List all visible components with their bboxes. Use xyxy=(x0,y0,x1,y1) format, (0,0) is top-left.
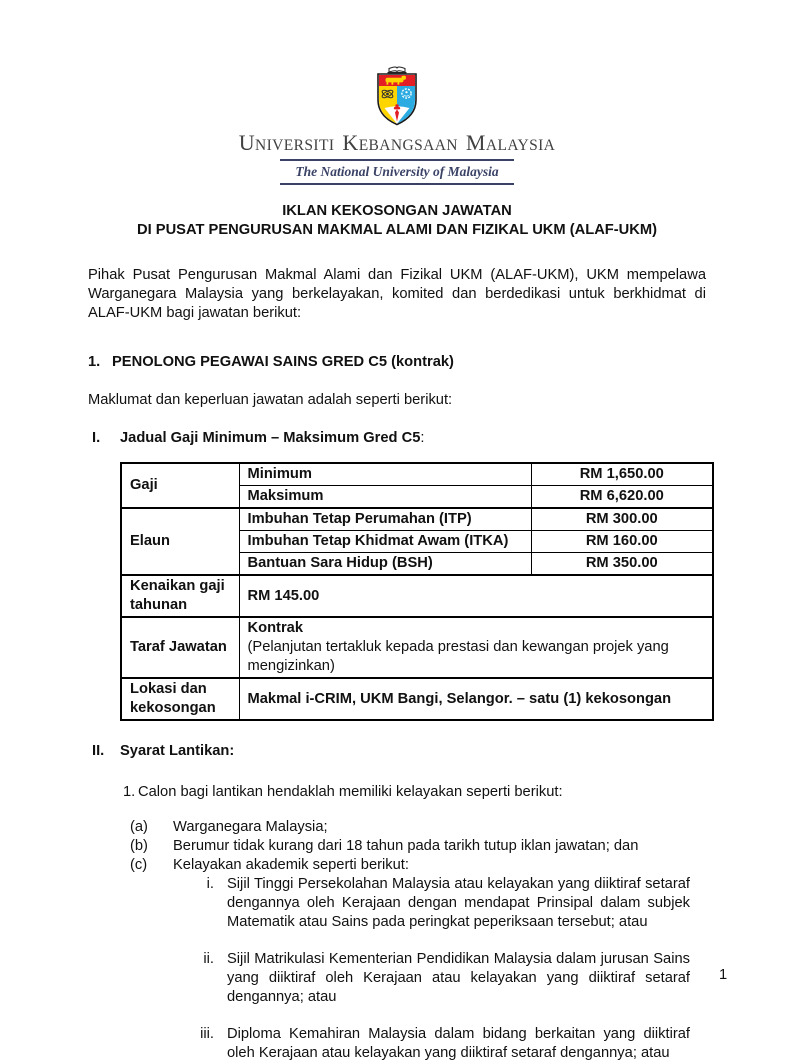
university-tagline: The National University of Malaysia xyxy=(295,164,499,179)
section-i-heading xyxy=(88,429,706,448)
criteria-list xyxy=(88,818,706,875)
job-heading-title: PENOLONG PEGAWAI SAINS GRED C5 (kontrak) xyxy=(112,354,454,370)
section-ii-numeral: II. xyxy=(92,743,105,759)
job-heading-number: 1. xyxy=(88,354,101,370)
list-item-text: Diploma Kemahiran Malaysia dalam bidang berkaitan yang diiktiraf oleh Kerajaan atau kelayakan yang diiktiraf setaraf dengannya; atau xyxy=(227,1026,690,1061)
list-item xyxy=(130,818,706,837)
cell-amount: RM 160.00 xyxy=(531,531,713,553)
list-item xyxy=(184,875,706,932)
list-item-text: Kelayakan akademik seperti berikut: xyxy=(173,857,409,873)
list-item-label: i. xyxy=(206,876,214,892)
list-item-text: Sijil Matrikulasi Kementerian Pendidikan Malaysia dalam jurusan Sains yang diiktiraf oleh Kerajaan atau kelayakan yang diiktiraf setaraf dengannya; atau xyxy=(227,951,690,1005)
cell-value: RM 145.00 xyxy=(239,575,713,617)
wordmark-word: MALAYSIA xyxy=(465,130,556,155)
row-label-elaun: Elaun xyxy=(121,508,239,575)
table-row xyxy=(121,575,713,617)
row-label-gaji: Gaji xyxy=(121,463,239,508)
list-item xyxy=(130,837,706,856)
document-title-line1: IKLAN KEKOSONGAN JAWATAN xyxy=(282,203,512,219)
academic-list xyxy=(88,875,706,1063)
ukm-logo xyxy=(0,0,794,185)
table-row xyxy=(121,678,713,720)
list-item xyxy=(184,1025,706,1063)
row-label-lokasi: Lokasi dan kekosongan xyxy=(121,678,239,720)
row-label-kenaikan: Kenaikan gaji tahunan xyxy=(121,575,239,617)
wordmark-word: KEBANGSAAN xyxy=(342,130,458,155)
cell-amount: RM 300.00 xyxy=(531,508,713,531)
cell-value xyxy=(239,617,713,678)
cell-item: Imbuhan Tetap Perumahan (ITP) xyxy=(239,508,531,531)
list-item-label: (a) xyxy=(130,819,148,835)
section-i-numeral: I. xyxy=(92,430,101,446)
section-ii-title: Syarat Lantikan: xyxy=(120,743,235,759)
list-item xyxy=(130,856,706,875)
university-wordmark xyxy=(0,131,794,158)
cell-amount: RM 350.00 xyxy=(531,553,713,576)
intro-paragraph: Pihak Pusat Pengurusan Makmal Alami dan Fizikal UKM (ALAF-UKM), UKM mempelawa Warganegara Malaysia yang berkelayakan, komited dan berdedikasi untuk berkhidmat di ALAF-UKM bagi jawatan berikut: xyxy=(88,267,706,321)
section-ii-heading xyxy=(88,742,706,761)
cell-item: Bantuan Sara Hidup (BSH) xyxy=(239,553,531,576)
list-item xyxy=(184,950,706,1007)
document-title xyxy=(88,202,706,240)
job-heading xyxy=(88,353,706,372)
job-note: Maklumat dan keperluan jawatan adalah seperti berikut: xyxy=(88,392,453,408)
ukm-crest-icon xyxy=(372,64,422,128)
salary-table xyxy=(120,462,714,721)
table-row xyxy=(121,617,713,678)
list-item-label: (b) xyxy=(130,838,148,854)
taraf-note: (Pelanjutan tertakluk kepada prestasi dan kewangan projek yang mengizinkan) xyxy=(247,639,669,674)
wordmark-word: UNIVERSITI xyxy=(238,130,335,155)
table-row xyxy=(121,463,713,486)
document-title-line2: DI PUSAT PENGURUSAN MAKMAL ALAMI DAN FIZIKAL UKM (ALAF-UKM) xyxy=(137,222,657,238)
cell-item: Minimum xyxy=(239,463,531,486)
cell-amount: RM 6,620.00 xyxy=(531,486,713,509)
taraf-value: Kontrak xyxy=(247,620,303,636)
page-number: 1 xyxy=(719,967,728,983)
list-item-text: Sijil Tinggi Persekolahan Malaysia atau kelayakan yang diiktiraf setaraf dengannya oleh Kerajaan dengan mendapat Prinsipal dalam subjek Matematik atau Sains pada peringkat peperiksaan tersebut; atau xyxy=(227,876,690,930)
list-item-label: (c) xyxy=(130,857,148,873)
section-i-title: Jadual Gaji Minimum – Maksimum Gred C5: xyxy=(120,430,425,446)
cell-amount: RM 1,650.00 xyxy=(531,463,713,486)
requirement-item-1-text: Calon bagi lantikan hendaklah memiliki kelayakan seperti berikut: xyxy=(138,784,563,800)
cell-value: Makmal i-CRIM, UKM Bangi, Selangor. – satu (1) kekosongan xyxy=(239,678,713,720)
table-row xyxy=(121,508,713,531)
requirement-item-1 xyxy=(123,783,706,802)
cell-item: Maksimum xyxy=(239,486,531,509)
list-item-text: Warganegara Malaysia; xyxy=(173,819,328,835)
cell-item: Imbuhan Tetap Khidmat Awam (ITKA) xyxy=(239,531,531,553)
list-item-label: ii. xyxy=(203,951,214,967)
tagline-rules xyxy=(280,159,514,185)
row-label-taraf: Taraf Jawatan xyxy=(121,617,239,678)
list-item-text: Berumur tidak kurang dari 18 tahun pada tarikh tutup iklan jawatan; dan xyxy=(173,838,639,854)
requirement-item-1-number: 1. xyxy=(123,784,136,800)
list-item-label: iii. xyxy=(200,1026,214,1042)
